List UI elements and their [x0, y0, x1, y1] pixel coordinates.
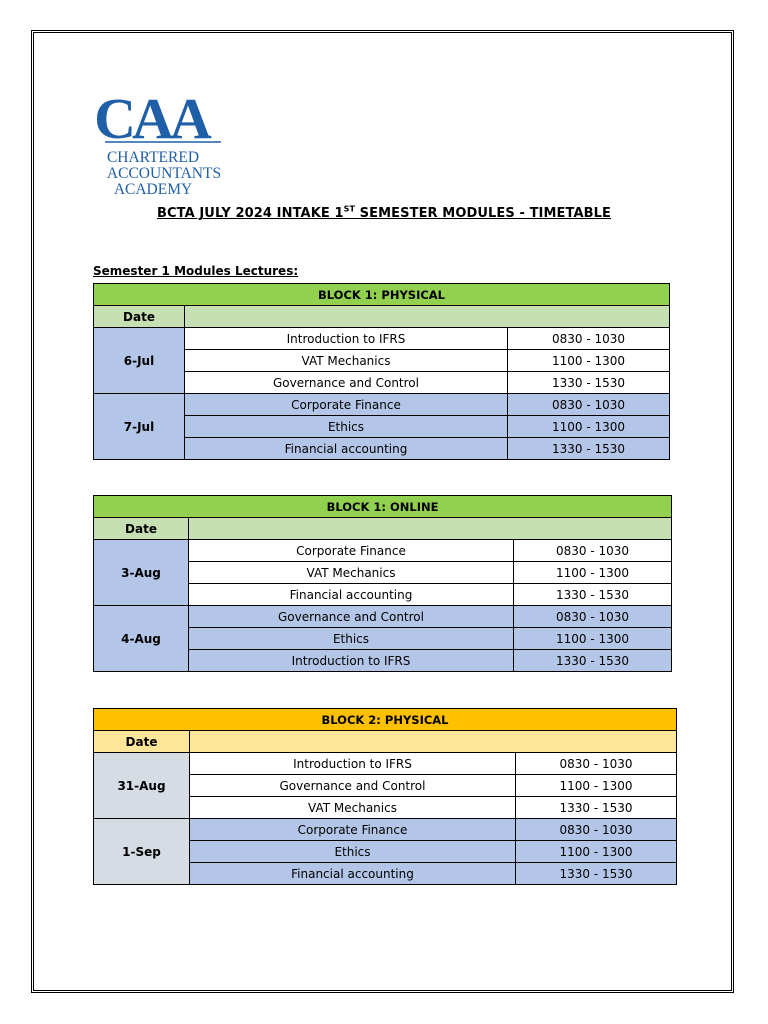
time-cell: 1100 - 1300	[516, 841, 677, 863]
time-cell: 1330 - 1530	[508, 372, 670, 394]
logo-line-3: ACADEMY	[113, 181, 193, 198]
time-cell: 1100 - 1300	[508, 416, 670, 438]
time-cell: 0830 - 1030	[516, 753, 677, 775]
block-header: BLOCK 1: ONLINE	[94, 496, 672, 518]
table-row	[94, 819, 677, 841]
table-row	[94, 606, 672, 628]
block-table	[93, 283, 670, 460]
title-pre: BCTA JULY 2024 INTAKE 1	[156, 206, 344, 222]
module-cell: VAT Mechanics	[190, 797, 516, 819]
time-cell: 1100 - 1300	[514, 562, 672, 584]
title-post: SEMESTER MODULES - TIMETABLE	[355, 206, 612, 222]
logo-mark-text: CAA	[94, 86, 208, 151]
table-row	[94, 328, 670, 350]
logo-line-1: CHARTERED	[106, 149, 200, 166]
module-cell: VAT Mechanics	[189, 562, 514, 584]
date-cell: 6-Jul	[94, 328, 185, 394]
block-table	[93, 495, 672, 672]
module-cell: Governance and Control	[189, 606, 514, 628]
caa-logo	[93, 84, 238, 198]
module-cell: Financial accounting	[190, 863, 516, 885]
date-cell: 1-Sep	[94, 819, 190, 885]
time-cell: 1100 - 1300	[514, 628, 672, 650]
time-cell: 1330 - 1530	[516, 797, 677, 819]
caa-logo-mark	[93, 84, 238, 198]
title-sup: ST	[343, 205, 356, 214]
time-cell: 0830 - 1030	[514, 540, 672, 562]
time-cell: 1100 - 1300	[508, 350, 670, 372]
module-cell: Ethics	[185, 416, 508, 438]
date-column-header: Date	[94, 518, 189, 540]
date-cell: 7-Jul	[94, 394, 185, 460]
module-cell: Introduction to IFRS	[190, 753, 516, 775]
time-cell: 0830 - 1030	[508, 328, 670, 350]
module-cell: Financial accounting	[189, 584, 514, 606]
block-header: BLOCK 1: PHYSICAL	[94, 284, 670, 306]
module-cell: Ethics	[189, 628, 514, 650]
subheader-blank	[189, 518, 672, 540]
table-row	[94, 394, 670, 416]
time-cell: 1330 - 1530	[514, 650, 672, 672]
time-cell: 0830 - 1030	[516, 819, 677, 841]
module-cell: Financial accounting	[185, 438, 508, 460]
subheader-blank	[185, 306, 670, 328]
logo-line-2: ACCOUNTANTS	[106, 165, 222, 182]
module-cell: Ethics	[190, 841, 516, 863]
module-cell: Governance and Control	[185, 372, 508, 394]
module-cell: Corporate Finance	[189, 540, 514, 562]
subheader-blank	[190, 731, 677, 753]
date-column-header: Date	[94, 731, 190, 753]
page-title	[0, 205, 768, 221]
table-row	[94, 540, 672, 562]
module-cell: Corporate Finance	[185, 394, 508, 416]
time-cell: 1330 - 1530	[514, 584, 672, 606]
module-cell: Introduction to IFRS	[189, 650, 514, 672]
time-cell: 1100 - 1300	[516, 775, 677, 797]
section-subtitle: Semester 1 Modules Lectures:	[93, 264, 299, 278]
time-cell: 0830 - 1030	[514, 606, 672, 628]
module-cell: Corporate Finance	[190, 819, 516, 841]
date-column-header: Date	[94, 306, 185, 328]
block-header: BLOCK 2: PHYSICAL	[94, 709, 677, 731]
time-cell: 1330 - 1530	[516, 863, 677, 885]
module-cell: VAT Mechanics	[185, 350, 508, 372]
table-row	[94, 753, 677, 775]
module-cell: Governance and Control	[190, 775, 516, 797]
time-cell: 1330 - 1530	[508, 438, 670, 460]
module-cell: Introduction to IFRS	[185, 328, 508, 350]
block-table	[93, 708, 677, 885]
time-cell: 0830 - 1030	[508, 394, 670, 416]
date-cell: 3-Aug	[94, 540, 189, 606]
date-cell: 4-Aug	[94, 606, 189, 672]
date-cell: 31-Aug	[94, 753, 190, 819]
